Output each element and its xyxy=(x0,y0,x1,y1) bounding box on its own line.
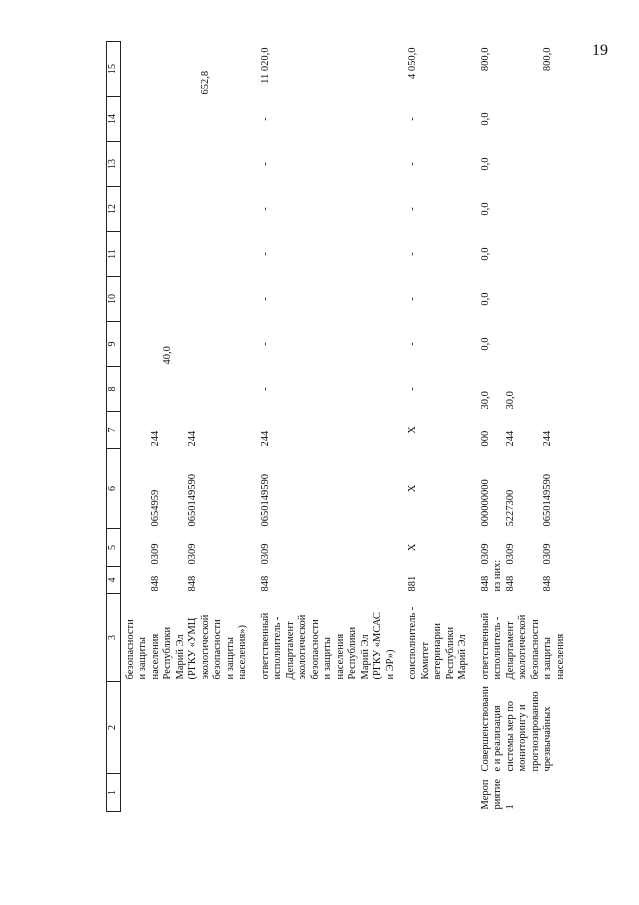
table-row-coexecutor: соисполнитель - Комитет ветеринарии Республики Марий Эл 881 X X X - - - - - - - 4 050,0 xyxy=(403,42,476,812)
header-cell: 10 xyxy=(107,277,121,322)
value-cell: 30,0 30,0 xyxy=(479,391,516,410)
event-name-cell: Совершенствование и реализация системы мер по мониторингу и прогнозированию чрезвычайных xyxy=(479,685,553,772)
rotated-table-page xyxy=(106,42,636,812)
value-cell: 652,8 xyxy=(199,70,211,95)
table-row-event-1: Мероприятие 1 Совершенствование и реализация системы мер по мониторингу и прогнозированию чрезвычайных ответственный исполнитель - Департамент экологической безопасности и защиты населения 848 из них: 848 848 0309 0309 0309 000000000 5227300 0650149590 000 244 244 30,0 30,0 0,0 0,0 0,0 0,0 0,0 0,0 800,0 800,0 xyxy=(476,42,574,812)
table-row-continuation xyxy=(120,42,256,812)
header-cell: 7 xyxy=(107,412,121,449)
header-cell: 6 xyxy=(107,449,121,529)
value-cell: 800,0 800,0 xyxy=(479,47,553,72)
vr-cell: 000 244 244 xyxy=(479,430,553,447)
rzpr-cell: 0309 0309 xyxy=(149,543,198,565)
page-number: 19 xyxy=(592,42,608,59)
performer-cell: безопасности и защиты населения Республики Марий Эл (РГКУ «УМЦ экологической безопасности и защиты населения») xyxy=(124,614,248,680)
header-cell: 15 xyxy=(107,42,121,97)
grbs-cell: 848 848 xyxy=(149,575,198,592)
header-cell: 4 xyxy=(107,567,121,594)
header-cell: 9 xyxy=(107,322,121,367)
csr-cell: 000000000 5227300 0650149590 xyxy=(479,474,553,527)
header-cell: 11 xyxy=(107,232,121,277)
header-cell: 3 xyxy=(107,594,121,682)
table-row-responsible: ответственный исполнитель - Департамент экологической безопасности и защиты населения Республики Марий Эл (РГКУ «МСАС и ЭР») 848 0309 0650149590 244 - - - - - - - 11 020,0 xyxy=(256,42,404,812)
header-cell: 2 xyxy=(107,682,121,774)
header-cell: 13 xyxy=(107,142,121,187)
budget-table xyxy=(106,41,573,812)
event-number-cell: Мероприятие 1 xyxy=(479,778,516,810)
vr-cell: 244 244 xyxy=(149,430,198,447)
performer-cell: ответственный исполнитель - Департамент экологической безопасности и защиты населения xyxy=(479,612,566,680)
header-cell: 5 xyxy=(107,529,121,567)
rzpr-cell: 0309 0309 0309 xyxy=(479,543,553,565)
performer-cell: соисполнитель - Комитет ветеринарии Республики Марий Эл xyxy=(407,606,468,680)
header-cell: 14 xyxy=(107,97,121,142)
header-cell: 12 xyxy=(107,187,121,232)
performer-cell: ответственный исполнитель - Департамент экологической безопасности и защиты населения Республики Марий Эл (РГКУ «МСАС и ЭР») xyxy=(259,612,396,680)
header-cell: 1 xyxy=(107,774,121,812)
value-cell: 40,0 xyxy=(161,346,173,365)
header-row xyxy=(107,42,121,812)
grbs-cell: 848 из них: 848 848 xyxy=(479,559,553,592)
header-cell: 8 xyxy=(107,367,121,412)
csr-cell: 0654959 0650149590 xyxy=(149,474,198,527)
